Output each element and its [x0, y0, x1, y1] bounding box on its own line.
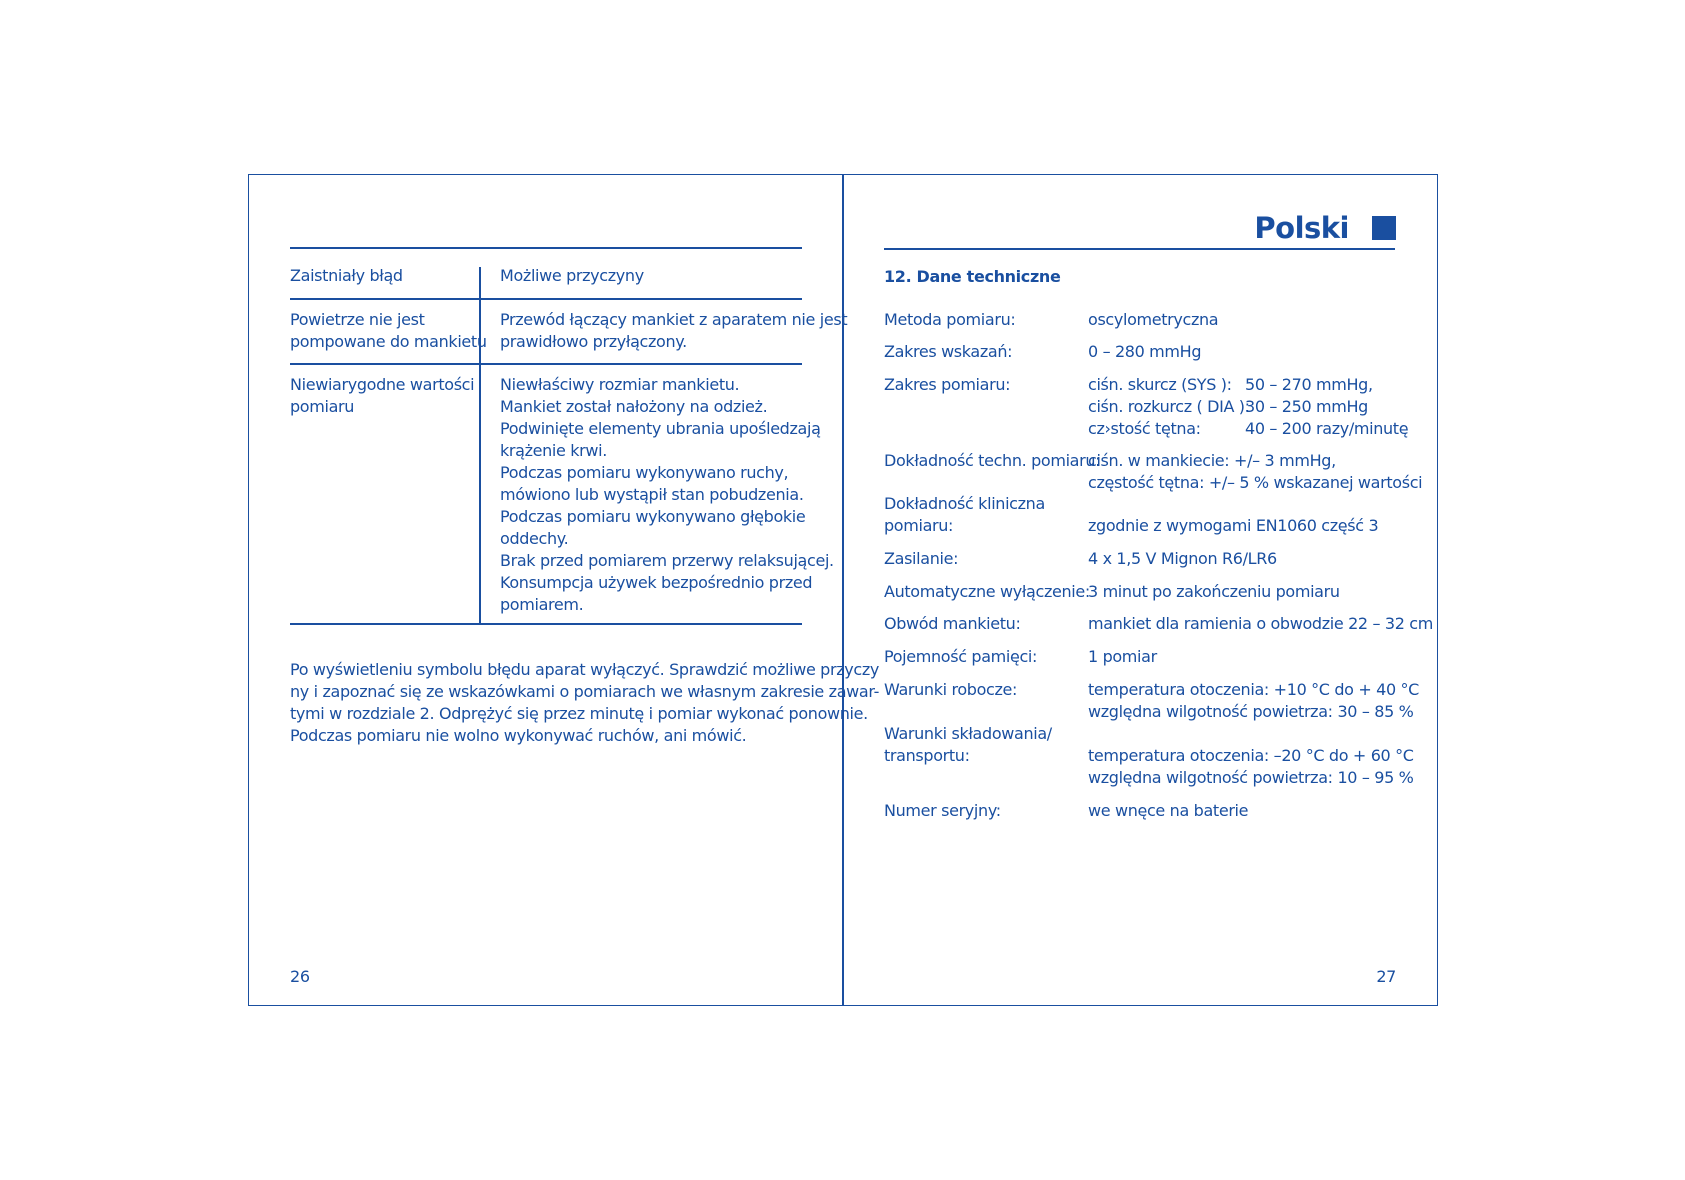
spec-value: ciśn. w mankiecie: +/– 3 mmHg, częstość tętna: +/– 5 % wskazanej wartości — [1088, 451, 1423, 492]
table-header-causes: Możliwe przyczyny — [500, 266, 644, 285]
spec-label: Warunki robocze: — [884, 680, 1018, 699]
error-cell: Niewiarygodne wartości pomiaru — [290, 375, 475, 416]
spec-value: 3 minut po zakończeniu pomiaru — [1088, 582, 1340, 601]
error-instructions-paragraph: Po wyświetleniu symbolu błędu aparat wyłączyć. Sprawdzić możliwe przyczy ny i zapoznać się ze wskazówkami o pomiarach we własnym zakresie zawar- tymi w rozdziale 2. Odprężyć się przez minutę i pomiar wykonać ponownie. Podczas pomiaru nie wolno wykonywać ruchów, ani mówić. — [290, 660, 879, 745]
spec-value: temperatura otoczenia: –20 °C do + 60 °C względna wilgotność powietrza: 10 – 95 % — [1088, 746, 1414, 787]
error-cell: Powietrze nie jest pompowane do mankietu — [290, 310, 487, 351]
right-page — [842, 174, 1438, 1006]
cause-cell: Przewód łączący mankiet z aparatem nie jest prawidłowo przyłączony. — [500, 310, 848, 351]
spec-label: Metoda pomiaru: — [884, 310, 1016, 329]
spec-value: mankiet dla ramienia o obwodzie 22 – 32 cm — [1088, 614, 1433, 633]
spec-label: Dokładność techn. pomiaru: — [884, 451, 1101, 470]
section-title: 12. Dane techniczne — [884, 267, 1061, 286]
spec-value: 1 pomiar — [1088, 647, 1157, 666]
spec-label: Automatyczne wyłączenie: — [884, 582, 1090, 601]
spec-value: ciśn. skurcz (SYS ): 50 – 270 mmHg, ciśn. rozkurcz ( DIA ): 30 – 250 mmHg cz›stość tętna: 40 – 200 razy/minutę — [1088, 375, 1409, 438]
spec-label: Zakres wskazań: — [884, 342, 1013, 361]
spec-value: 0 – 280 mmHg — [1088, 342, 1202, 361]
table-header-error: Zaistniały błąd — [290, 266, 403, 285]
spec-value: 4 x 1,5 V Mignon R6/LR6 — [1088, 549, 1277, 568]
header-rule — [884, 248, 1395, 250]
spec-label: Pojemność pamięci: — [884, 647, 1038, 666]
page-number-right: 27 — [1376, 967, 1396, 986]
table-row-rule — [290, 363, 802, 365]
spec-value: oscylometryczna — [1088, 310, 1219, 329]
spec-label: Obwód mankietu: — [884, 614, 1021, 633]
language-title: Polski — [1254, 211, 1349, 245]
spec-label: Warunki składowania/ transportu: — [884, 724, 1052, 765]
spec-value: zgodnie z wymogami EN1060 część 3 — [1088, 516, 1379, 535]
table-bottom-rule — [290, 623, 802, 625]
spec-value: temperatura otoczenia: +10 °C do + 40 °C względna wilgotność powietrza: 30 – 85 % — [1088, 680, 1419, 721]
spec-label: Zasilanie: — [884, 549, 959, 568]
table-top-rule — [290, 247, 802, 249]
manual-spread — [248, 174, 1438, 1006]
language-marker-square-icon — [1372, 216, 1396, 240]
left-page — [248, 174, 879, 1006]
spec-label: Numer seryjny: — [884, 801, 1001, 820]
spec-label: Zakres pomiaru: — [884, 375, 1011, 394]
spec-label: Dokładność kliniczna pomiaru: — [884, 494, 1045, 535]
page-number-left: 26 — [290, 967, 310, 986]
table-header-rule — [290, 298, 802, 300]
spec-value: we wnęce na baterie — [1088, 801, 1249, 820]
cause-cell: Niewłaściwy rozmiar mankietu. Mankiet został nałożony na odzież. Podwinięte elementy ubrania upośledzają krążenie krwi. Podczas pomiaru wykonywano ruchy, mówiono lub wystąpił stan pobudzenia. Podczas pomiaru wykonywano głębokie oddechy. Brak przed pomiarem przerwy relaksującej. Konsumpcja używek bezpośrednio przed pomiarem. — [500, 375, 834, 614]
